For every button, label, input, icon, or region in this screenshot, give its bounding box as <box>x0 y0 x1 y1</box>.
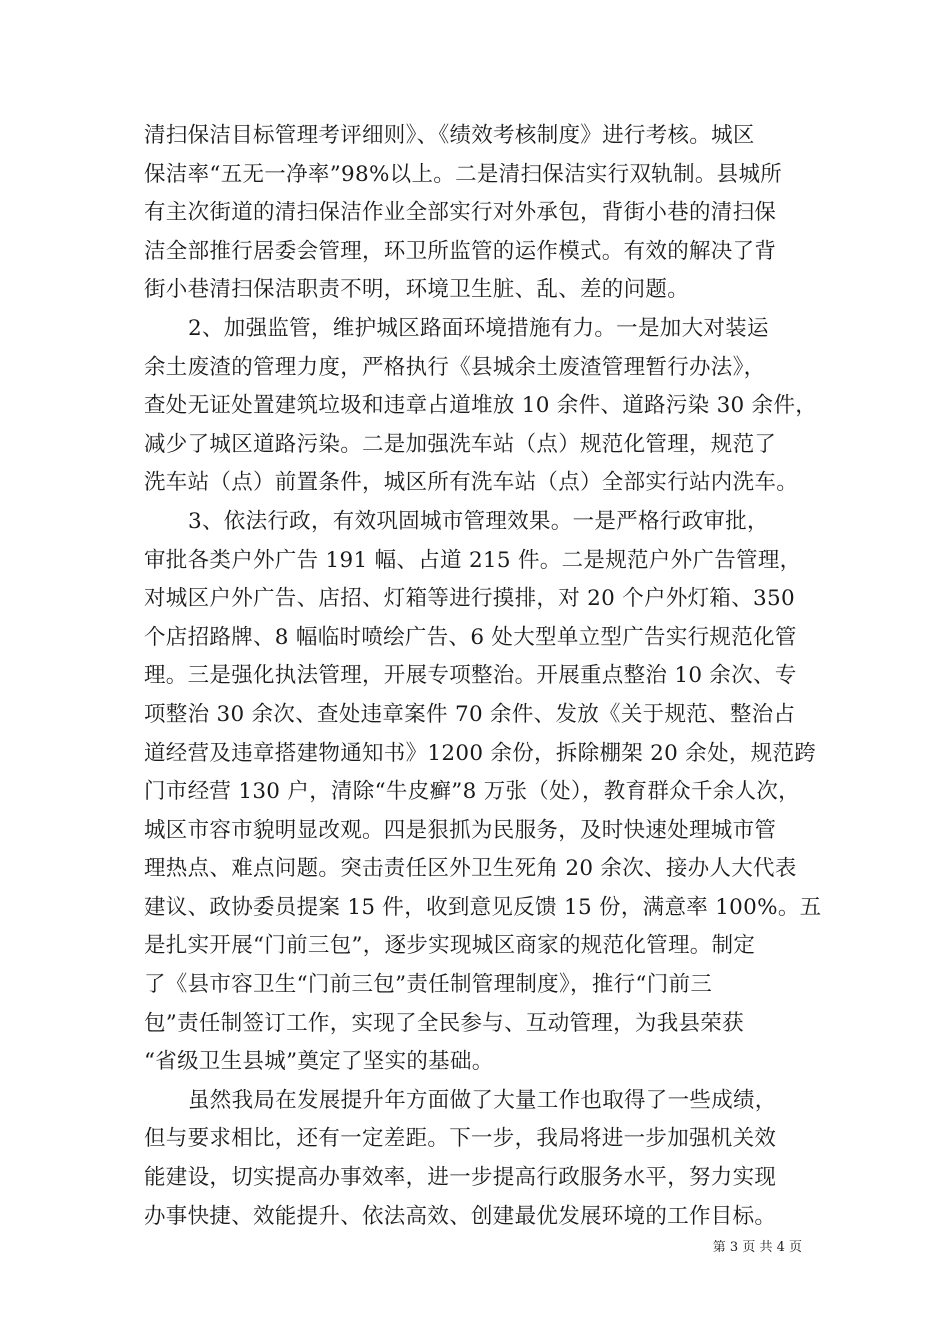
paragraph-start-line: 2、加强监管，维护城区路面环境措施有力。一是加大对装运 <box>188 315 769 341</box>
text-line: 街小巷清扫保洁职责不明，环境卫生脏、乱、差的问题。 <box>144 277 690 303</box>
text-line: 了《县市容卫生“门前三包”责任制管理制度》，推行“门前三 <box>144 972 713 998</box>
text-line: 但与要求相比，还有一定差距。下一步，我局将进一步加强机关效 <box>144 1126 777 1152</box>
text-line: 理。三是强化执法管理，开展专项整治。开展重点整治 10 余次、专 <box>144 663 797 689</box>
text-line: 对城区户外广告、店招、灯箱等进行摸排，对 20 个户外灯箱、350 <box>144 586 795 612</box>
text-line: 个店招路牌、8 幅临时喷绘广告、6 处大型单立型广告实行规范化管 <box>144 624 797 650</box>
text-line: 城区市容市貌明显改观。四是狠抓为民服务，及时快速处理城市管 <box>144 817 777 843</box>
text-line: 项整治 30 余次、查处违章案件 70 余件、发放《关于规范、整治占 <box>144 701 796 727</box>
text-line: 包”责任制签订工作，实现了全民参与、互动管理，为我县荣获 <box>144 1010 744 1036</box>
text-line: 查处无证处置建筑垃圾和违章占道堆放 10 余件、道路污染 30 余件， <box>144 393 818 419</box>
document-body <box>144 117 834 1236</box>
paragraph-start-line: 3、依法行政，有效巩固城市管理效果。一是严格行政审批， <box>188 508 769 534</box>
text-line: 余土废渣的管理力度，严格执行《县城余土废渣管理暂行办法》， <box>144 354 766 380</box>
text-line: 减少了城区道路污染。二是加强洗车站（点）规范化管理，规范了 <box>144 431 777 457</box>
text-line: 理热点、难点问题。突击责任区外卫生死角 20 余次、接办人大代表 <box>144 856 797 882</box>
text-line: 门市经营 130 户，清除“牛皮癣”8 万张（处），教育群众千余人次， <box>144 779 800 805</box>
text-line: 洁全部推行居委会管理，环卫所监管的运作模式。有效的解决了背 <box>144 238 777 264</box>
text-line: 审批各类户外广告 191 幅、占道 215 件。二是规范户外广告管理， <box>144 547 802 573</box>
page-number: 第 3 页 共 4 页 <box>712 1240 802 1255</box>
text-line: “省级卫生县城”奠定了坚实的基础。 <box>144 1049 494 1075</box>
text-line: 洗车站（点）前置条件，城区所有洗车站（点）全部实行站内洗车。 <box>144 470 799 496</box>
text-line: 办事快捷、效能提升、依法高效、创建最优发展环境的工作目标。 <box>144 1203 777 1229</box>
text-line: 是扎实开展“门前三包”，逐步实现城区商家的规范化管理。制定 <box>144 933 756 959</box>
text-line: 清扫保洁目标管理考评细则》、《绩效考核制度》进行考核。城区 <box>144 123 755 148</box>
text-line: 道经营及违章搭建物通知书》1200 余份，拆除棚架 20 余处，规范跨 <box>144 740 817 766</box>
text-line: 建议、政协委员提案 15 件，收到意见反馈 15 份，满意率 100%。五 <box>144 894 822 920</box>
text-line: 保洁率“五无一净率”98%以上。二是清扫保洁实行双轨制。县城所 <box>144 161 783 187</box>
paragraph-start-line: 虽然我局在发展提升年方面做了大量工作也取得了一些成绩， <box>188 1087 777 1113</box>
text-line: 有主次街道的清扫保洁作业全部实行对外承包，背街小巷的清扫保 <box>144 200 777 226</box>
text-line: 能建设，切实提高办事效率，进一步提高行政服务水平，努力实现 <box>144 1165 777 1191</box>
